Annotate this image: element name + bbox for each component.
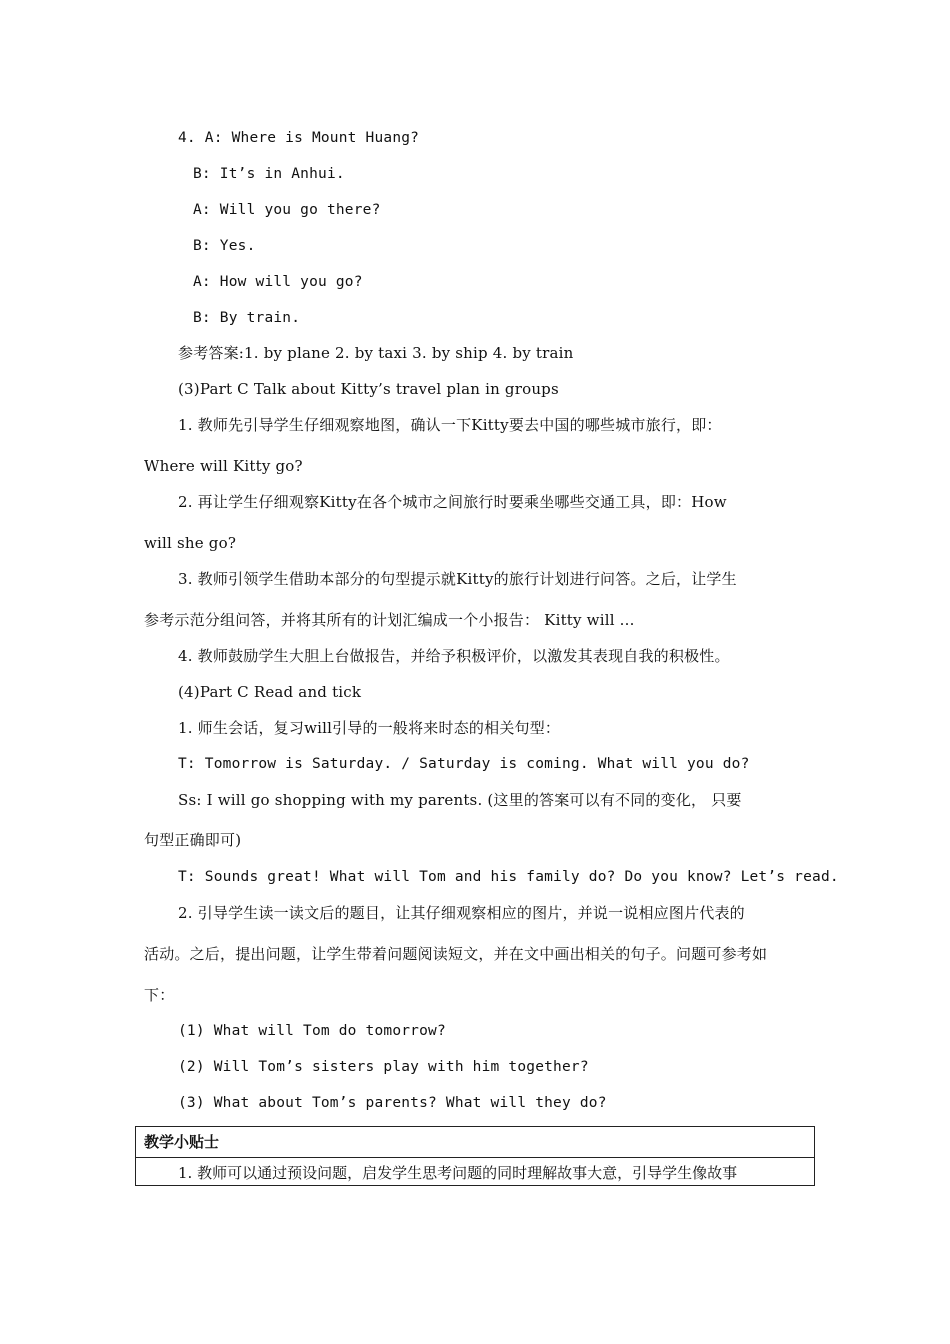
- dialog-line-4f: B: By train.: [193, 310, 301, 326]
- paragraph-line: 下：: [144, 986, 175, 1004]
- paragraph-line: 4. 教师鼓励学生大胆上台做报告，并给予积极评价，以激发其表现自我的积极性。: [178, 647, 730, 665]
- teaching-tips-text: 1. 教师可以通过预设问题，启发学生思考问题的同时理解故事大意，引导学生像故事: [178, 1164, 738, 1182]
- paragraph-line: will she go?: [144, 534, 237, 552]
- tips-divider: [136, 1157, 814, 1158]
- paragraph-line: 句型正确即可): [144, 831, 242, 849]
- teaching-tips-title: 教学小贴士: [144, 1133, 220, 1151]
- dialog-line-4b: B: It’s in Anhui.: [193, 166, 345, 182]
- paragraph-line: 参考示范分组问答，并将其所有的计划汇编成一个小报告： Kitty will ...: [144, 611, 635, 629]
- paragraph-line: 2. 再让学生仔细观察Kitty在各个城市之间旅行时要乘坐哪些交通工具，即：How: [178, 493, 727, 511]
- dialog-line-t2: T: Sounds great! What will Tom and his family do? Do you know? Let’s read.: [178, 869, 839, 885]
- dialog-line-4e: A: How will you go?: [193, 274, 363, 290]
- section-heading-part-c-talk: (3)Part C Talk about Kitty’s travel plan in groups: [178, 380, 559, 398]
- paragraph-line: Where will Kitty go?: [144, 457, 303, 475]
- dialog-line-ss: Ss: I will go shopping with my parents. (这里的答案可以有不同的变化， 只要: [178, 791, 742, 809]
- dialog-line-4d: B: Yes.: [193, 238, 256, 254]
- dialog-line-4c: A: Will you go there?: [193, 202, 381, 218]
- paragraph-line: 1. 师生会话，复习will引导的一般将来时态的相关句型：: [178, 719, 561, 737]
- question-1: (1) What will Tom do tomorrow?: [178, 1023, 446, 1039]
- teaching-tips-box: [135, 1126, 815, 1186]
- paragraph-line: 2. 引导学生读一读文后的题目，让其仔细观察相应的图片，并说一说相应图片代表的: [178, 904, 745, 922]
- question-2: (2) Will Tom’s sisters play with him together?: [178, 1059, 589, 1075]
- dialog-line-t: T: Tomorrow is Saturday. / Saturday is coming. What will you do?: [178, 756, 750, 772]
- dialog-line-4a: 4. A: Where is Mount Huang?: [178, 130, 420, 146]
- section-heading-part-c-read: (4)Part C Read and tick: [178, 683, 362, 701]
- paragraph-line: 1. 教师先引导学生仔细观察地图，确认一下Kitty要去中国的哪些城市旅行，即：: [178, 416, 722, 434]
- paragraph-line: 活动。之后，提出问题，让学生带着问题阅读短文，并在文中画出相关的句子。问题可参考如: [144, 945, 768, 963]
- question-3: (3) What about Tom’s parents? What will they do?: [178, 1095, 607, 1111]
- reference-answers: 参考答案:1. by plane 2. by taxi 3. by ship 4. by train: [178, 344, 574, 362]
- paragraph-line: 3. 教师引领学生借助本部分的句型提示就Kitty的旅行计划进行问答。之后，让学生: [178, 570, 737, 588]
